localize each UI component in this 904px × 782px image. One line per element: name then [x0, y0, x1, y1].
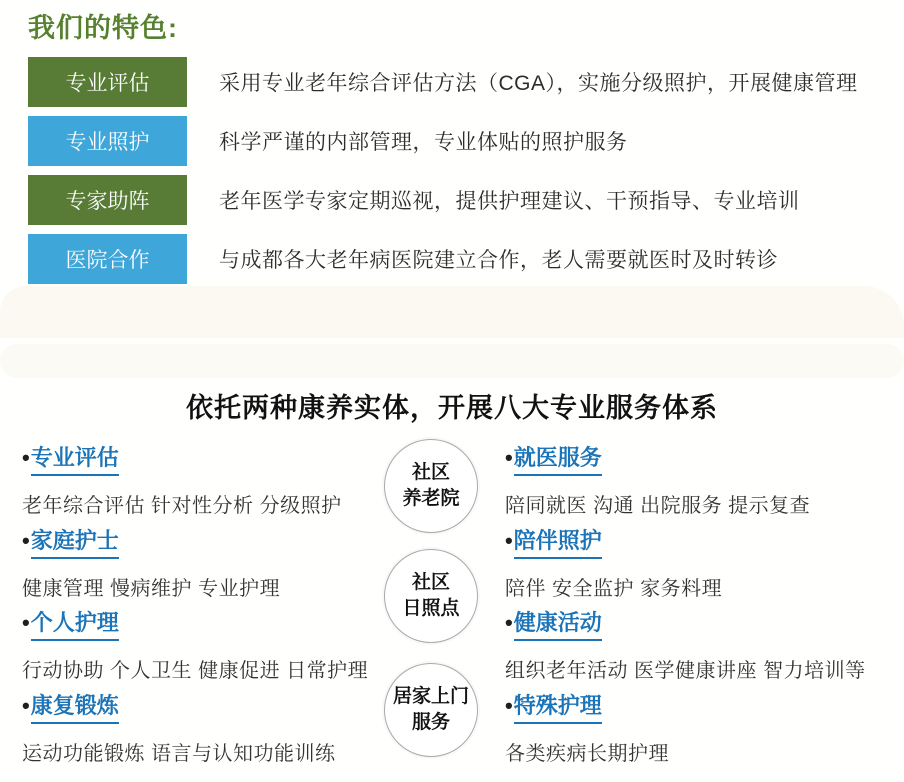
- service-description: 组织老年活动 医学健康讲座 智力培训等: [505, 660, 866, 682]
- service-description: 各类疾病长期护理: [505, 742, 669, 765]
- bullet-icon: •: [505, 527, 513, 553]
- entity-line: 居家上门: [392, 686, 469, 708]
- entity-line: 社区: [411, 462, 450, 484]
- service-item: [22, 689, 382, 772]
- feature-label-badge: 专业评估: [28, 57, 187, 107]
- feature-row: [28, 175, 888, 225]
- entity-line: 服务: [411, 712, 450, 733]
- entity-circle-home-visit-service: [384, 663, 478, 757]
- service-item: [505, 689, 900, 772]
- bullet-icon: •: [505, 610, 513, 635]
- feature-label-badge: 专家助阵: [28, 175, 187, 225]
- service-item: [22, 441, 382, 524]
- feature-description: 与成都各大老年病医院建立合作，老人需要就医时及时转诊: [219, 249, 778, 272]
- service-title-row: [505, 606, 900, 641]
- service-description: 陪同就医 沟通 出院服务 提示复查: [505, 495, 811, 517]
- bullet-icon: •: [505, 445, 513, 470]
- bullet-icon: •: [22, 692, 30, 718]
- bullet-icon: •: [22, 527, 30, 553]
- entity-line: 日照点: [402, 598, 460, 619]
- service-item: [505, 524, 900, 607]
- service-link-personal-care[interactable]: 个人护理: [31, 606, 119, 641]
- entity-circle-community-nursing-home: [384, 439, 478, 533]
- bullet-icon: •: [22, 445, 30, 470]
- service-title-row: [22, 524, 382, 559]
- entity-line: 社区: [411, 572, 450, 594]
- feature-row: [28, 234, 888, 284]
- service-title-row: [505, 441, 900, 476]
- entity-line: 养老院: [402, 488, 460, 509]
- service-title-row: [22, 606, 382, 641]
- feature-description: 采用专业老年综合评估方法（CGA），实施分级照护，开展健康管理: [219, 72, 858, 95]
- service-item: [505, 606, 900, 689]
- bullet-icon: •: [505, 692, 513, 718]
- services-right-column: [505, 441, 900, 771]
- service-description: 健康管理 慢病维护 专业护理: [22, 577, 281, 600]
- services-left-column: [22, 441, 382, 771]
- service-description: 行动协助 个人卫生 健康促进 日常护理: [22, 660, 369, 682]
- service-link-special-nursing[interactable]: 特殊护理: [514, 689, 602, 724]
- service-description: 运动功能锻炼 语言与认知功能训练: [22, 742, 336, 765]
- feature-row: [28, 57, 888, 107]
- entity-circle-community-daycare: [384, 549, 478, 643]
- features-heading: 我们的特色:: [28, 13, 178, 43]
- features-section: [28, 6, 888, 293]
- background-band: [0, 344, 904, 378]
- feature-label-badge: 医院合作: [28, 234, 187, 284]
- feature-description: 老年医学专家定期巡视，提供护理建议、干预指导、专业培训: [219, 190, 800, 213]
- feature-row: [28, 116, 888, 166]
- background-band: [0, 286, 904, 338]
- service-description: 陪伴 安全监护 家务料理: [505, 577, 723, 600]
- bullet-icon: •: [22, 610, 30, 635]
- service-link-medical-escort[interactable]: 就医服务: [514, 441, 602, 476]
- service-item: [22, 524, 382, 607]
- service-link-home-nurse[interactable]: 家庭护士: [31, 524, 119, 559]
- services-heading: 依托两种康养实体，开展八大专业服务体系: [186, 393, 718, 423]
- service-link-companion-care[interactable]: 陪伴照护: [514, 524, 602, 559]
- service-link-rehab-exercise[interactable]: 康复锻炼: [31, 689, 119, 724]
- service-description: 老年综合评估 针对性分析 分级照护: [22, 495, 342, 517]
- service-title-row: [505, 689, 900, 724]
- service-title-row: [22, 689, 382, 724]
- service-title-row: [505, 524, 900, 559]
- service-item: [22, 606, 382, 689]
- service-title-row: [22, 441, 382, 476]
- feature-description: 科学严谨的内部管理，专业体贴的照护服务: [219, 131, 628, 154]
- service-link-assessment[interactable]: 专业评估: [31, 441, 119, 476]
- service-link-health-activities[interactable]: 健康活动: [514, 606, 602, 641]
- service-item: [505, 441, 900, 524]
- feature-label-badge: 专业照护: [28, 116, 187, 166]
